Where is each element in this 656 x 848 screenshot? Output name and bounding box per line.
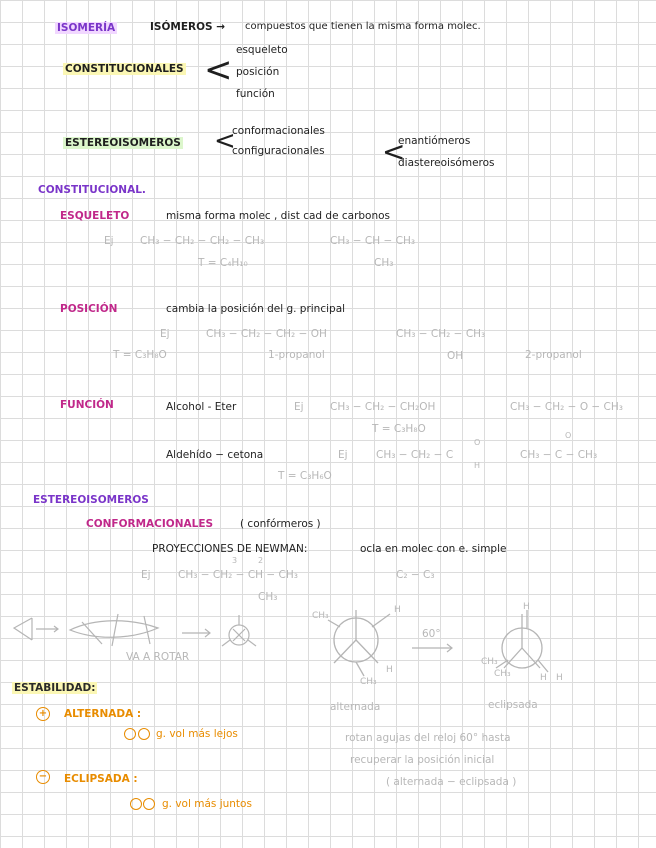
alternada-ch3-left: CH₃	[312, 611, 329, 621]
config-item-enantiomeros: enantiómeros	[398, 135, 471, 147]
conformacionales-paren: ( confórmeros )	[240, 518, 321, 530]
esqueleto-formula2: CH₃ − CH − CH₃	[330, 235, 416, 247]
constitucionales-text: CONSTITUCIONALES	[65, 63, 184, 75]
funcion-line2-f2-o: O	[565, 431, 572, 440]
rotation-note-1: rotan agujas del reloj 60° hasta	[345, 732, 511, 744]
group-circle-icon-3	[130, 798, 142, 810]
group-circle-icon-4	[143, 798, 155, 810]
proyecciones-desc: ocla en molec con e. simple	[360, 543, 507, 555]
posicion-name2: 2-propanol	[525, 349, 582, 361]
posicion-formula2-sub: OH	[447, 350, 464, 362]
sawhorse-sketch	[14, 614, 158, 646]
estereo-item-configuracionales: configuracionales	[232, 145, 325, 157]
funcion-line2-f1: CH₃ − CH₂ − C	[376, 449, 454, 461]
proyecciones-label: PROYECCIONES DE NEWMAN:	[152, 543, 308, 555]
posicion-desc: cambia la posición del g. principal	[166, 303, 346, 315]
funcion-label: FUNCIÓN	[60, 399, 114, 411]
rotar-label: VA A ROTAR	[126, 651, 190, 663]
isomeros-definition: compuestos que tienen la misma forma molec.	[245, 21, 481, 32]
alternada-caption: alternada	[330, 701, 381, 713]
funcion-line2-total: T = C₃H₆O	[278, 470, 332, 482]
posicion-formula2: CH₃ − CH₂ − CH₃	[396, 328, 486, 340]
newman-ej: Ej	[141, 569, 151, 581]
eclipsada-ch3-left: CH₃	[481, 657, 498, 667]
group-circle-icon-2	[138, 728, 150, 740]
newman-num-2: 2	[258, 556, 264, 565]
isomeria-text: ISOMERÍA	[57, 22, 116, 34]
rotation-note-3: ( alternada − eclipsada )	[386, 776, 517, 788]
esqueleto-total: T = C₄H₁₀	[198, 257, 248, 269]
eclipsada-stability-label: ECLIPSADA :	[64, 773, 138, 785]
posicion-ej: Ej	[160, 328, 170, 340]
eclipsada-h-bottom-2: H	[556, 673, 563, 683]
funcion-line2-label: Aldehído − cetona	[166, 449, 264, 461]
config-item-diastereoisomeros: diastereoisómeros	[398, 157, 495, 169]
alternada-stability-label: ALTERNADA :	[64, 708, 142, 720]
estereoisomeros-text: ESTEREOISOMEROS	[65, 137, 181, 149]
funcion-line2-f1-o: O	[474, 438, 481, 447]
estabilidad-text: ESTABILIDAD:	[14, 682, 96, 694]
esqueleto-desc: misma forma molec , dist cad de carbonos	[166, 210, 391, 222]
posicion-label: POSICIÓN	[60, 303, 118, 315]
const-item-esqueleto: esqueleto	[236, 44, 288, 56]
funcion-line1-label: Alcohol - Eter	[166, 401, 237, 413]
alternada-ch3-bottom: CH₃	[360, 677, 377, 687]
newman-alternada	[328, 600, 390, 676]
rotar-arrow	[182, 629, 210, 637]
eclipsada-stability-desc: g. vol más juntos	[162, 798, 252, 810]
const-item-posicion: posición	[236, 66, 280, 78]
plus-circle-icon: +	[36, 707, 50, 721]
funcion-line1-total: T = C₃H₈O	[372, 423, 426, 435]
posicion-formula1: CH₃ − CH₂ − CH₂ − OH	[206, 328, 327, 340]
newman-formula: CH₃ − CH₂ − CH − CH₃	[178, 569, 298, 581]
newman-bond: C₂ − C₃	[396, 569, 435, 581]
eclipsada-h-top: H	[523, 602, 530, 612]
alternada-stability-desc: g. vol más lejos	[156, 728, 238, 740]
funcion-line2-f2: CH₃ − C − CH₃	[520, 449, 598, 461]
esqueleto-formula1: CH₃ − CH₂ − CH₂ − CH₃	[140, 235, 265, 247]
group-circle-icon	[124, 728, 136, 740]
rotation-angle: 60°	[422, 628, 441, 640]
small-newman	[222, 615, 256, 646]
funcion-line1-ej: Ej	[294, 401, 304, 413]
newman-eclipsada	[496, 610, 548, 672]
eclipsada-ch3-bottom: CH₃	[494, 669, 511, 679]
conformacionales-label: CONFORMACIONALES	[86, 518, 214, 530]
estereo-item-conformacionales: conformacionales	[232, 125, 325, 137]
newman-num-3: 3	[232, 556, 238, 565]
eclipsada-h-bottom: H	[540, 673, 547, 683]
esqueleto-label: ESQUELETO	[60, 210, 130, 222]
funcion-line1-f1: CH₃ − CH₂ − CH₂OH	[330, 401, 436, 413]
posicion-name1: 1-propanol	[268, 349, 325, 361]
constitucionales-brace: <	[204, 50, 233, 90]
esqueleto-formula2-sub: CH₃	[374, 257, 394, 269]
funcion-line1-f2: CH₃ − CH₂ − O − CH₃	[510, 401, 623, 413]
rotation-note-2: recuperar la posición inicial	[350, 754, 495, 766]
funcion-line2-f1-h: H	[474, 461, 481, 470]
posicion-total: T = C₃H₈O	[113, 349, 167, 361]
estereo-brace: <	[214, 126, 236, 156]
newman-formula-sub: CH₃	[258, 591, 278, 603]
minus-circle-icon: −	[36, 770, 50, 784]
alternada-h-bottom: H	[386, 665, 393, 675]
sixty-arrow	[412, 644, 452, 652]
funcion-line2-ej: Ej	[338, 449, 348, 461]
const-item-funcion: función	[236, 88, 275, 100]
eclipsada-caption: eclipsada	[488, 699, 538, 711]
sketch-wedge	[14, 618, 32, 640]
estereo-title: ESTEREOISOMEROS	[33, 494, 149, 506]
isomeros-label: ISÓMEROS →	[150, 21, 226, 33]
config-brace: <	[382, 135, 406, 168]
esqueleto-ej: Ej	[104, 235, 114, 247]
alternada-h-right: H	[394, 605, 401, 615]
estabilidad-title	[12, 683, 97, 694]
constitucional-title: CONSTITUCIONAL.	[38, 184, 146, 196]
